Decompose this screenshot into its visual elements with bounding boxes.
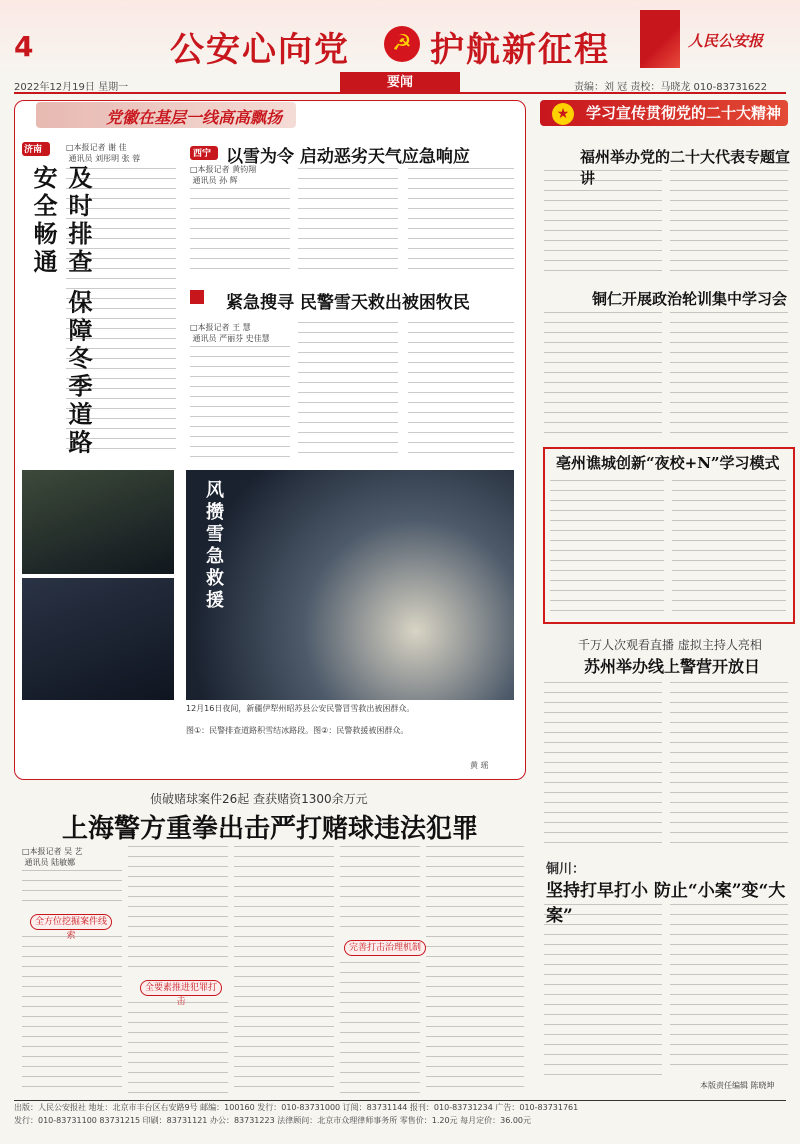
footer-line-2: 发行：010-83731100 83731215 印刷：83731121 办公：83731223 法律顾问：北京市众理律师事务所 零售价：1.20元 每月定价：36.00元 [14, 1116, 532, 1125]
masthead-title-right: 护航新征程 [430, 30, 610, 70]
a2-tag: 西宁 [193, 149, 212, 159]
r5-body-2 [670, 904, 788, 1074]
a4-subhead-2: 全要素推进犯罪打击 [140, 980, 222, 996]
a3-headline: 紧急搜寻 民警雪天救出被困牧民 [226, 293, 470, 313]
photo-main [186, 470, 514, 700]
a4-kicker: 侦破赌球案件26起 查获赌资1300余万元 [150, 792, 368, 806]
right-banner: 学习宣传贯彻党的二十大精神 [540, 100, 788, 126]
r4-kicker: 千万人次观看直播 虚拟主持人亮相 [578, 638, 762, 652]
masthead [0, 0, 800, 74]
flag-icon [640, 10, 680, 68]
r5-kicker: 铜川： [546, 862, 586, 877]
a4-body-c [128, 846, 228, 976]
a4-body-a [22, 870, 122, 910]
left-editor: 黄 瑶 [470, 761, 489, 770]
square-icon [190, 290, 204, 304]
a4-body-b [22, 936, 122, 1096]
issue-date: 2022年12月19日 星期一 [14, 82, 129, 93]
a4-subhead-3: 完善打击治理机制 [344, 940, 426, 956]
left-banner [36, 102, 296, 128]
footer-line-1: 出版：人民公安报社 地址：北京市丰台区右安路9号 邮编：100160 发行：010-83731000 订阅：83731144 报刊：010-83731234 广告：010-83731761 [14, 1103, 579, 1112]
photo-calligraphy: 风攒雪急救援 [203, 480, 224, 612]
r3-body-2 [672, 480, 786, 616]
a3-body-1 [190, 346, 290, 462]
r5-body-1 [544, 904, 662, 1084]
a2-body-1 [190, 188, 290, 278]
a2-headline: 以雪为令 启动恶劣天气应急响应 [226, 147, 470, 167]
photo-2 [22, 578, 174, 700]
r2-body-1 [544, 312, 662, 440]
left-banner-text: 党徽在基层一线高高飘扬 [106, 108, 283, 127]
a4-subhead-1: 全方位挖掘案件线索 [30, 914, 112, 930]
page-number: 4 [14, 30, 34, 63]
r3-headline: 亳州谯城创新“夜校+N”学习模式 [556, 454, 780, 472]
a4-body-d [128, 1002, 228, 1096]
party-seal-icon: ★ [552, 103, 574, 125]
r3-body-1 [550, 480, 664, 616]
r2-headline: 铜仁开展政治轮训集中学习会 [592, 290, 788, 308]
photo-caption-2: 图①：民警排查道路积雪结冰路段。图②：民警救援被困群众。 [186, 726, 409, 735]
a4-body-h [426, 846, 524, 1096]
a2-body-2 [298, 168, 398, 278]
a4-headline: 上海警方重拳出击严打赌球违法犯罪 [62, 814, 479, 844]
a1-byline: □本报记者 谢 佳 通讯员 刘彤明 张 蓉 [66, 143, 141, 163]
photo-1 [22, 470, 174, 574]
a3-body-2 [298, 322, 398, 462]
r1-body-2 [670, 170, 788, 280]
section-label: 要闻 [340, 72, 460, 94]
r4-headline: 苏州举办线上警营开放日 [584, 657, 761, 676]
a4-byline: □本报记者 吴 艺 通讯员 陆敏娜 [22, 847, 83, 867]
footer [14, 1100, 786, 1140]
a2-byline: □本报记者 黄钧翔 通讯员 孙 辉 [190, 165, 257, 185]
r2-body-2 [670, 312, 788, 440]
a4-body-f [340, 846, 420, 936]
a2-body-3 [408, 168, 514, 278]
a3-byline: □本报记者 王 慧 通讯员 严丽芬 史佳慧 [190, 323, 270, 343]
r4-body-1 [544, 682, 662, 852]
masthead-title-left: 公安心向党 [170, 30, 350, 70]
r5-headline: 坚持打早打小 防止“小案”变“大案” [546, 881, 786, 926]
a3-body-3 [408, 322, 514, 462]
a1-body [66, 168, 176, 458]
photo-caption: 12月16日夜间，新疆伊犁州昭苏县公安民警冒雪救出被困群众。 [186, 704, 415, 713]
a1-tag: 济南 [24, 145, 43, 155]
r1-body-1 [544, 170, 662, 280]
page-editor: 本版责任编辑 陈晓坤 [700, 1081, 775, 1090]
party-emblem-icon: ☭ [384, 26, 420, 62]
a4-body-g [340, 962, 420, 1096]
editor-info: 责编：刘 冠 责校：马晓龙 010-83731622 [574, 82, 768, 93]
r4-body-2 [670, 682, 788, 852]
newspaper-logo: 人民公安报 [688, 32, 764, 50]
a1-headline: 及时排查 保障冬季道路安全畅通 [29, 165, 93, 458]
a4-body-e [234, 846, 334, 1096]
r1-headline: 福州举办党的二十大代表专题宣讲 [580, 148, 791, 187]
